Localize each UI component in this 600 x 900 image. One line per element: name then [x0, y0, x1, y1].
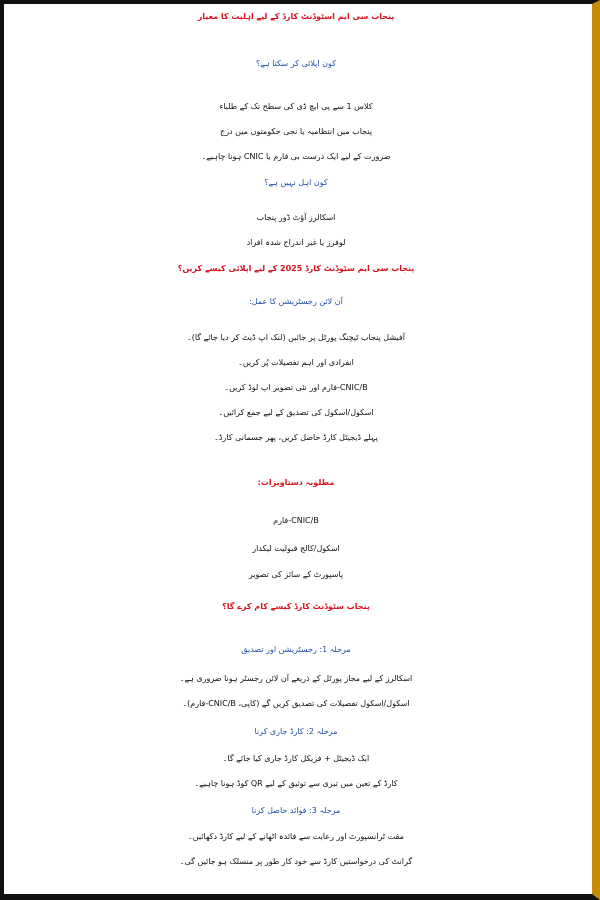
stage-title: مرحلہ 3: فوائد حاصل کرنا [251, 806, 341, 815]
how-it-works-heading: پنجاب سٹوڈنٹ کارڈ کیسے کام کرے گا؟ [222, 602, 370, 611]
stage-line: کارڈ کے تعین میں تیزی سے توثیق کے لیے QR کوڈ ہونا چاہیے۔ [194, 779, 398, 788]
stage-line: گرانٹ کی درخواستیں کارڈ سے خود کار طور پر منسلک ہو جائیں گی۔ [179, 857, 413, 866]
registration-step: CNIC/B-فارم اور نئی تصویر اپ لوڈ کریں۔ [224, 383, 368, 392]
document-item: CNIC/B-فارم [273, 516, 319, 525]
registration-step: پہلے ڈیجیٹل کارڈ حاصل کریں، پھر جسمانی کارڈ۔ [214, 433, 378, 442]
stage-line: اسکالرز کے لیے مجاز پورٹل کے ذریعے آن لائن رجسٹر ہونا ضروری ہے۔ [179, 674, 413, 683]
who-can-apply-heading: کون اپلائی کر سکتا ہے؟ [256, 59, 336, 68]
registration-step: اسکول/اسکول کی تصدیق کے لیے جمع کرائیں۔ [218, 408, 374, 417]
who-not-eligible-heading: کون اہل نہیں ہے؟ [264, 178, 328, 187]
poster-content [8, 8, 584, 888]
who-not-eligible-item: لوفرز یا غیر اندراج شدہ افراد [246, 238, 346, 247]
stage-line: ایک ڈیجیٹل + فزیکل کارڈ جاری کیا جائے گا۔ [222, 754, 370, 763]
stage-line: مفت ٹرانسپورٹ اور رعایت سے فائدہ اٹھانے کے لیے کارڈ دکھائیں۔ [188, 832, 404, 841]
documents-heading: مطلوبہ دستاویزات: [257, 478, 335, 487]
page-title: پنجاب سی ایم اسٹوڈنٹ کارڈ کے لیے اہلیت کا معیار [197, 12, 395, 21]
how-to-apply-heading: پنجاب سی ایم سٹوڈنٹ کارڈ 2025 کے لیے اپلائی کیسے کریں؟ [177, 264, 415, 273]
registration-step: آفیشل پنجاب ٹیچنگ پورٹل پر جائیں (لنک اپ ڈیٹ کر دیا جائے گا)۔ [187, 333, 405, 342]
registration-step: انفرادی اور اہم تفصیلات پُر کریں۔ [238, 358, 354, 367]
who-not-eligible-item: اسکالرز آؤٹ ڈور پنجاب [256, 213, 336, 222]
who-can-apply-item: ضرورت کے لیے ایک درست بی فارم یا CNIC ہونا چاہیے۔ [201, 152, 391, 161]
stage-line: اسکول/اسکول تفصیلات کی تصدیق کریں گے (کاپی، CNIC/B-فارم)۔ [182, 699, 410, 708]
stage-title: مرحلہ 1: رجسٹریشن اور تصدیق [241, 645, 351, 654]
document-item: پاسپورٹ کے سائز کی تصویر [248, 570, 344, 579]
stage-title: مرحلہ 2: کارڈ جاری کرنا [254, 727, 338, 736]
online-registration-heading: آن لائن رجسٹریشن کا عمل: [249, 297, 343, 306]
who-can-apply-item: پنجاب میں انتظامیہ یا نجی حکومتوں میں درج [220, 127, 372, 136]
document-item: اسکول/کالج قبولیت لیکدار [252, 544, 340, 553]
who-can-apply-item: کلاس 1 سے پی ایچ ڈی کی سطح تک کے طلباء [219, 102, 373, 111]
